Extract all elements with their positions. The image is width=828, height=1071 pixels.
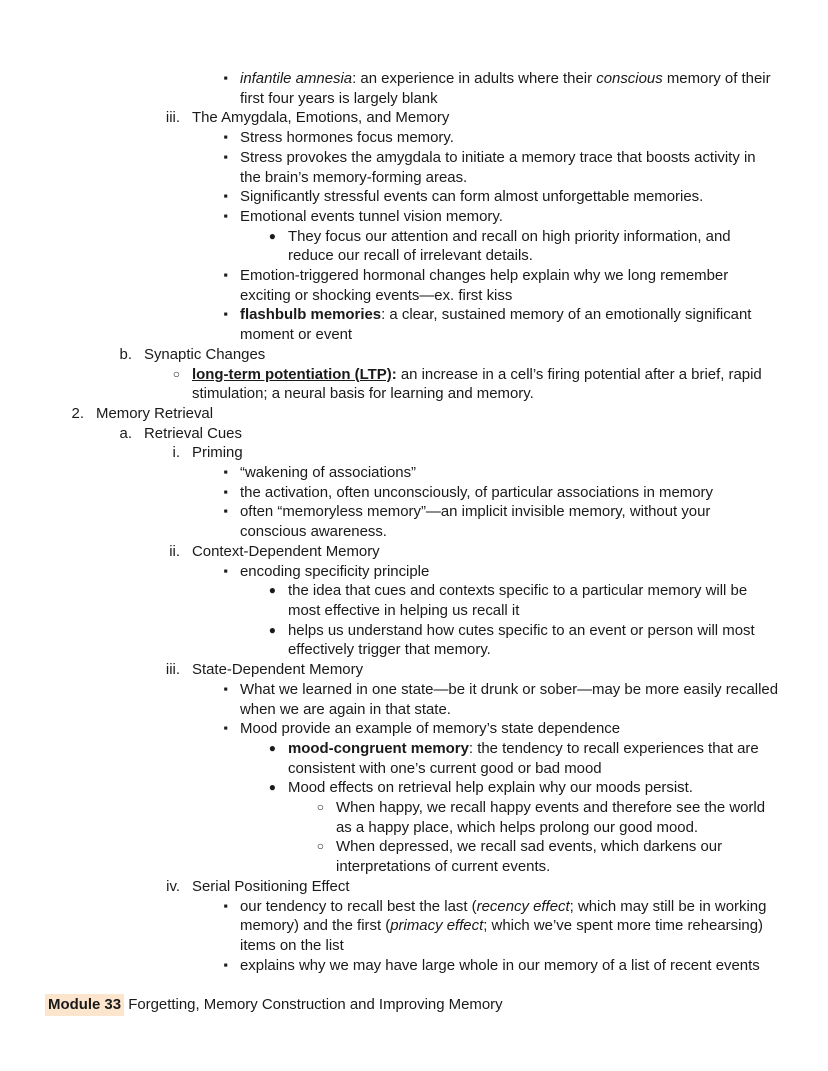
list-item-text: Synaptic Changes: [144, 345, 266, 363]
list-item-text: When depressed, we recall sad events, which darkens our interpretations of current events.: [336, 838, 723, 876]
list-item-text: Mood effects on retrieval help explain why our moods persist.: [288, 779, 693, 797]
list-item-text: Stress provokes the amygdala to initiate a memory trace that boosts activity in the brain’s memory-forming areas.: [240, 148, 756, 186]
list-item: [0, 227, 828, 266]
list-item-text: Context-Dependent Memory: [192, 542, 380, 560]
list-marker: iv.: [166, 877, 180, 895]
list-item: [0, 187, 828, 207]
list-marker: ii.: [169, 542, 180, 560]
list-marker: iii.: [165, 661, 180, 679]
square-bullet-icon: ▪: [223, 681, 228, 696]
list-item: [0, 266, 828, 305]
square-bullet-icon: ▪: [223, 268, 228, 283]
notes-outline-list: [0, 69, 828, 975]
square-bullet-icon: ▪: [223, 71, 228, 85]
square-bullet-icon: ▪: [223, 465, 228, 480]
list-item-text: helps us understand how cutes specific to an event or person will most effectively trigger that memory.: [288, 621, 755, 659]
list-marker: 2.: [71, 404, 84, 422]
disc-bullet-icon: ●: [268, 622, 276, 637]
list-marker: a.: [119, 424, 132, 442]
list-item: [0, 108, 828, 128]
list-item: [0, 128, 828, 148]
list-item-text: Emotional events tunnel vision memory.: [240, 207, 503, 225]
list-marker: b.: [119, 345, 132, 363]
list-item-text: The Amygdala, Emotions, and Memory: [192, 109, 450, 127]
list-item-text: our tendency to recall best the last (recency effect; which may still be in working memory) and the first (primacy effect; which we’ve spent more time rehearsing) items on the list: [240, 897, 767, 954]
disc-bullet-icon: ●: [268, 583, 276, 598]
disc-bullet-icon: ●: [268, 228, 276, 243]
list-item: [0, 365, 828, 404]
list-item: [0, 719, 828, 739]
list-item: [0, 660, 828, 680]
list-item-text: What we learned in one state—be it drunk or sober—may be more easily recalled when we are again in that state.: [240, 680, 779, 718]
list-item: [0, 877, 828, 897]
square-bullet-icon: ▪: [223, 957, 228, 972]
list-item-text: infantile amnesia: an experience in adults where their conscious memory of their first four years is largely blank: [240, 70, 771, 107]
list-item: [0, 483, 828, 503]
circle-bullet-icon: ○: [316, 800, 324, 815]
list-item-text: State-Dependent Memory: [192, 661, 364, 679]
list-item: [0, 207, 828, 227]
list-item: [0, 148, 828, 187]
list-item: [0, 778, 828, 798]
list-item: [0, 345, 828, 365]
list-item: [0, 680, 828, 719]
list-item-text: long-term potentiation (LTP): an increase in a cell’s firing potential after a brief, rapid stimulation; a neural basis for learning and memory.: [192, 365, 762, 403]
list-item-text: explains why we may have large whole in our memory of a list of recent events: [240, 956, 760, 974]
square-bullet-icon: ▪: [223, 563, 228, 578]
list-item-text: Mood provide an example of memory’s state dependence: [240, 720, 621, 738]
list-item: [0, 305, 828, 344]
list-item: [0, 542, 828, 562]
list-item: [0, 798, 828, 837]
list-item-text: flashbulb memories: a clear, sustained memory of an emotionally significant moment or event: [240, 306, 752, 344]
list-item: [0, 404, 828, 424]
list-item-text: Emotion-triggered hormonal changes help explain why we long remember exciting or shocking events—ex. first kiss: [240, 267, 729, 304]
list-item-text: Stress hormones focus memory.: [240, 129, 454, 147]
square-bullet-icon: ▪: [223, 721, 228, 736]
disc-bullet-icon: ●: [268, 740, 276, 755]
square-bullet-icon: ▪: [223, 898, 228, 913]
module-number-highlight: Module 33: [45, 994, 124, 1016]
list-item-text: Significantly stressful events can form almost unforgettable memories.: [240, 188, 704, 206]
square-bullet-icon: ▪: [223, 484, 228, 499]
list-item-text: When happy, we recall happy events and therefore see the world as a happy place, which helps prolong our good mood.: [336, 799, 766, 836]
list-item-text: mood-congruent memory: the tendency to recall experiences that are consistent with one’s current good or bad mood: [288, 739, 759, 777]
list-item: [0, 69, 828, 108]
list-item-text: They focus our attention and recall on high priority information, and reduce our recall of irrelevant details.: [288, 227, 731, 265]
list-marker: i.: [172, 444, 180, 462]
list-item-text: encoding specificity principle: [240, 562, 430, 580]
list-item-text: the activation, often unconsciously, of particular associations in memory: [240, 483, 713, 501]
list-item: [0, 581, 828, 620]
square-bullet-icon: ▪: [223, 208, 228, 223]
list-item: [0, 562, 828, 582]
disc-bullet-icon: ●: [268, 780, 276, 795]
list-marker: iii.: [165, 109, 180, 127]
square-bullet-icon: ▪: [223, 307, 228, 322]
list-item-text: the idea that cues and contexts specific to a particular memory will be most effective in helping us recall it: [288, 582, 748, 619]
list-item: [0, 897, 828, 956]
list-item-text: “wakening of associations”: [240, 464, 417, 482]
list-item: [0, 424, 828, 444]
square-bullet-icon: ▪: [223, 130, 228, 145]
list-item: [0, 956, 828, 976]
circle-bullet-icon: ○: [172, 366, 180, 381]
square-bullet-icon: ▪: [223, 504, 228, 519]
list-item: [0, 739, 828, 778]
list-item: [0, 502, 828, 541]
circle-bullet-icon: ○: [316, 839, 324, 854]
list-item-text: Serial Positioning Effect: [192, 877, 350, 895]
square-bullet-icon: ▪: [223, 149, 228, 164]
list-item: [0, 443, 828, 463]
list-item: [0, 621, 828, 660]
page-footer: [48, 995, 503, 1015]
list-item-text: Priming: [192, 444, 243, 462]
module-title-text: Forgetting, Memory Construction and Improving Memory: [124, 996, 503, 1013]
list-item-text: often “memoryless memory”—an implicit invisible memory, without your conscious awareness.: [240, 503, 711, 541]
list-item: [0, 463, 828, 483]
square-bullet-icon: ▪: [223, 189, 228, 204]
list-item-text: Memory Retrieval: [96, 404, 214, 422]
list-item: [0, 837, 828, 876]
list-item-text: Retrieval Cues: [144, 424, 242, 442]
